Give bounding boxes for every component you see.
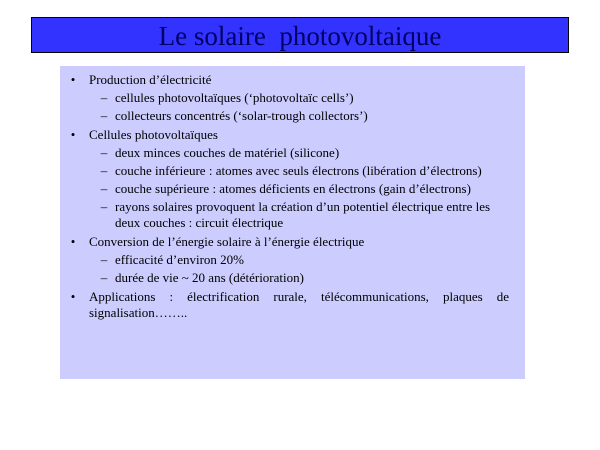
sub-bullet-text: couche supérieure : atomes déficients en électrons (gain d’électrons) xyxy=(115,181,471,196)
bullet-marker: • xyxy=(70,234,76,249)
bullet-marker: • xyxy=(70,289,76,304)
sub-bullet-deux-couches xyxy=(65,145,509,161)
dash-marker: – xyxy=(100,270,108,285)
bullet-production-electricite xyxy=(65,72,509,88)
slide-content-box xyxy=(60,66,525,379)
sub-bullet-text: rayons solaires provoquent la création d’un potentiel électrique entre les deux couches : circuit électrique xyxy=(115,199,491,230)
sub-bullet-text: couche inférieure : atomes avec seuls électrons (libération d’électrons) xyxy=(115,163,482,178)
slide-title-bar xyxy=(31,17,569,53)
bullet-applications xyxy=(65,289,509,321)
dash-marker: – xyxy=(100,181,108,196)
sub-bullet-text: collecteurs concentrés (‘solar-trough collectors’) xyxy=(115,108,368,123)
bullet-text: Conversion de l’énergie solaire à l’énergie électrique xyxy=(89,234,365,249)
sub-bullet-text: efficacité d’environ 20% xyxy=(115,252,244,267)
bullet-marker: • xyxy=(70,127,76,142)
sub-bullet-collecteurs xyxy=(65,108,509,124)
bullet-text: Cellules photovoltaïques xyxy=(89,127,218,142)
dash-marker: – xyxy=(100,199,108,214)
dash-marker: – xyxy=(100,90,108,105)
sub-bullet-couche-superieure xyxy=(65,181,509,197)
bullet-text: Applications : électrification rurale, télécommunications, plaques de signalisation…….. xyxy=(89,289,509,320)
sub-bullet-duree-de-vie xyxy=(65,270,509,286)
sub-bullet-couche-inferieure xyxy=(65,163,509,179)
sub-bullet-rayons-solaires xyxy=(65,199,509,231)
bullet-cellules-photovoltaiques xyxy=(65,127,509,143)
bullet-conversion-energie xyxy=(65,234,509,250)
dash-marker: – xyxy=(100,163,108,178)
sub-bullet-text: deux minces couches de matériel (silicone) xyxy=(115,145,340,160)
dash-marker: – xyxy=(100,252,108,267)
bullet-marker: • xyxy=(70,72,76,87)
sub-bullet-text: durée de vie ~ 20 ans (détérioration) xyxy=(115,270,304,285)
sub-bullet-cellules xyxy=(65,90,509,106)
bullet-text: Production d’électricité xyxy=(89,72,212,87)
sub-bullet-efficacite xyxy=(65,252,509,268)
slide-title: Le solaire photovoltaique xyxy=(158,20,442,51)
dash-marker: – xyxy=(100,108,108,123)
sub-bullet-text: cellules photovoltaïques (‘photovoltaïc cells’) xyxy=(115,90,354,105)
dash-marker: – xyxy=(100,145,108,160)
